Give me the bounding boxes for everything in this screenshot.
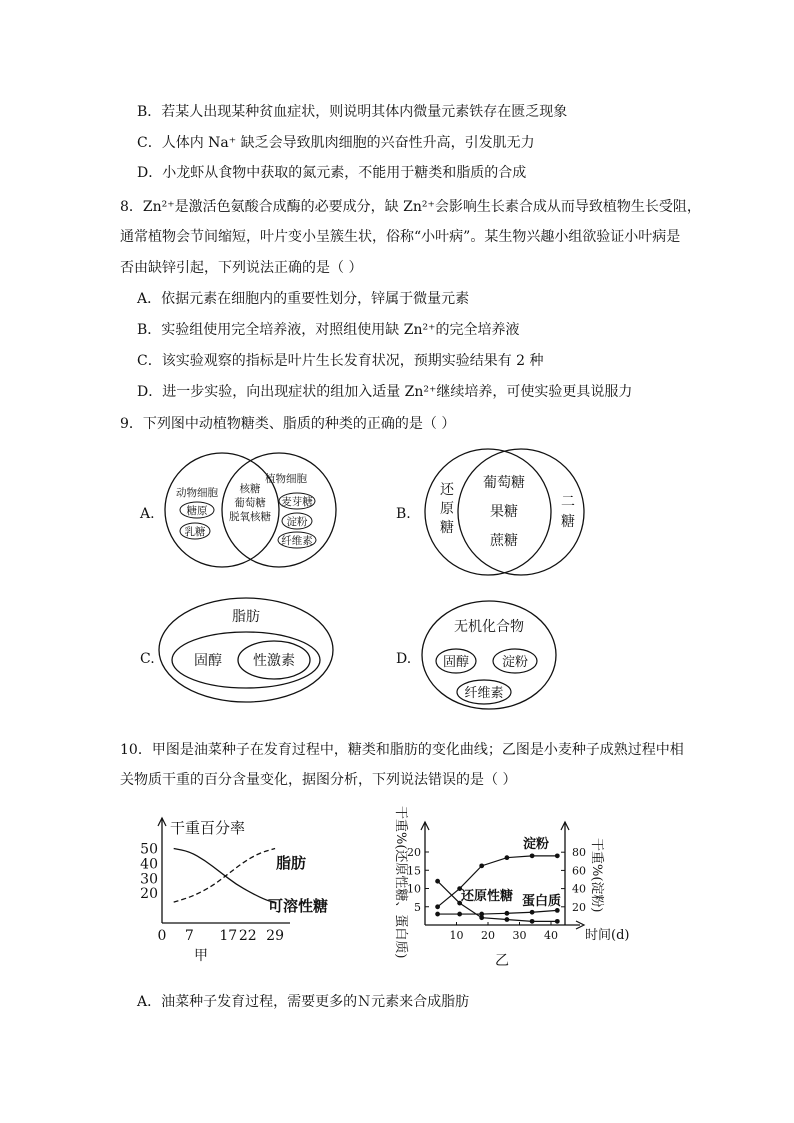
- q7-option-c: C．人体内 Na⁺ 缺乏会导致肌肉细胞的兴奋性升高，引发肌无力: [137, 135, 535, 151]
- series-line-2: [438, 910, 558, 914]
- option-b-label: B.: [396, 506, 411, 522]
- y-right-axis-title: 干重%(淀粉): [589, 838, 604, 913]
- y-left-tick-label: 5: [414, 900, 421, 914]
- q8-option-d: D．进一步实验，向出现症状的组加入适量 Zn²⁺继续培养，可使实验更具说服力: [137, 384, 633, 400]
- series-label: 蛋白质: [522, 894, 562, 909]
- x-tick-label: 29: [266, 928, 285, 944]
- x-tick-label: 17: [219, 928, 238, 944]
- x-tick-label: 7: [184, 928, 194, 944]
- series-label: 可溶性糖: [268, 897, 329, 915]
- y-tick-label: 20: [140, 886, 158, 903]
- q9-stem: 9．下列图中动植物糖类、脂质的种类的正确的是（ ）: [120, 416, 456, 432]
- option-d-label: D.: [396, 651, 412, 667]
- data-point: [530, 853, 535, 858]
- q10-stem-line1: 10．甲图是油菜种子在发育过程中，糖类和脂肪的变化曲线；乙图是小麦种子成熟过程中相: [120, 742, 684, 758]
- fructose-label: 果糖: [490, 504, 518, 520]
- glucose-label: 葡萄糖: [234, 497, 266, 509]
- data-point: [505, 917, 510, 922]
- glucose-b-label: 葡萄糖: [483, 475, 525, 491]
- x-tick-label: 30: [512, 929, 527, 942]
- x-tick-label: 22: [238, 928, 257, 944]
- option-a-label: A.: [140, 506, 155, 522]
- disaccharide-char2: 糖: [561, 514, 575, 530]
- y-right-tick-label: 40: [572, 882, 586, 896]
- deoxyribose-label: 脱氧核糖: [229, 511, 271, 523]
- series-label: 还原性糖: [461, 889, 514, 904]
- y-left-tick-label: 20: [407, 846, 421, 859]
- data-point: [530, 910, 535, 915]
- data-point: [457, 912, 462, 917]
- chart-caption: 甲: [194, 948, 208, 964]
- y-tick-label: 50: [140, 841, 158, 858]
- sterol-d-label: 固醇: [442, 655, 470, 670]
- data-point: [435, 904, 440, 909]
- x-axis-title: 时间(d): [585, 928, 630, 943]
- inorganic-label: 无机化合物: [454, 619, 524, 635]
- lactose-label: 乳糖: [184, 526, 206, 538]
- reducing-sugar-char1: 还: [440, 482, 454, 498]
- data-point: [435, 912, 440, 917]
- data-point: [555, 919, 560, 924]
- q7-option-b: B．若某人出现某种贫血症状，则说明其体内微量元素铁存在匮乏现象: [137, 104, 568, 120]
- q8-option-a: A．依据元素在细胞内的重要性划分，锌属于微量元素: [137, 291, 470, 307]
- cellulose-d-label: 纤维素: [464, 686, 504, 701]
- lipid-label: 脂肪: [232, 609, 260, 625]
- y-right-tick-label: 80: [572, 846, 586, 860]
- ribose-label: 核糖: [239, 483, 261, 495]
- starch-d-label: 淀粉: [501, 655, 529, 670]
- y-tick-label: 40: [140, 856, 158, 873]
- q8-option-c: C．该实验观察的指标是叶片生长发育状况，预期实验结果有 2 种: [137, 353, 544, 369]
- y-axis-title: 干重百分率: [170, 819, 246, 837]
- cellulose-label: 纤维素: [281, 535, 313, 547]
- series-label: 淀粉: [523, 837, 550, 852]
- x-tick-label: 10: [449, 929, 464, 942]
- sucrose-label: 蔗糖: [490, 533, 518, 549]
- data-point: [479, 912, 484, 917]
- q8-stem-line1: 8．Zn²⁺是激活色氨酸合成酶的必要成分，缺 Zn²⁺会影响生长素合成从而导致植物生长受阻，: [120, 199, 701, 215]
- y-left-axis-title: 干重%(还原性糖、蛋白质): [393, 806, 408, 959]
- q10-stem-line2: 关物质干重的百分含量变化，据图分析，下列说法错误的是（ ）: [120, 772, 517, 788]
- x-tick-label: 20: [481, 929, 495, 942]
- y-right-tick-label: 60: [572, 864, 586, 878]
- reducing-sugar-char2: 原: [440, 501, 454, 517]
- chart-caption: 乙: [495, 953, 509, 969]
- maltose-label: 麦芽糖: [281, 496, 313, 508]
- q7-option-d: D．小龙虾从食物中获取的氮元素，不能用于糖类和脂质的合成: [137, 165, 527, 181]
- glycogen-label: 糖原: [186, 505, 208, 517]
- plant-cell-title: 植物细胞: [265, 473, 307, 485]
- disaccharide-char1: 二: [561, 494, 575, 510]
- data-point: [505, 911, 510, 916]
- data-point: [435, 879, 440, 884]
- y-tick-label: 30: [140, 871, 158, 888]
- starch-label: 淀粉: [286, 516, 308, 528]
- reducing-sugar-char3: 糖: [440, 520, 454, 536]
- q10-option-a: A．油菜种子发育过程，需要更多的Ｎ元素来合成脂肪: [137, 994, 470, 1010]
- q8-stem-line3: 否由缺锌引起，下列说法正确的是（ ）: [120, 260, 363, 276]
- sex-hormone-label: 性激素: [253, 653, 295, 669]
- animal-cell-title: 动物细胞: [176, 487, 218, 499]
- x-tick-label: 0: [157, 928, 167, 944]
- y-right-tick-label: 20: [572, 900, 586, 914]
- data-point: [479, 863, 484, 868]
- data-point: [555, 853, 560, 858]
- data-point: [505, 855, 510, 860]
- data-point: [530, 919, 535, 924]
- option-c-label: C.: [140, 651, 155, 667]
- x-tick-label: 40: [544, 929, 558, 942]
- sterol-label: 固醇: [194, 653, 222, 669]
- series-label: 脂肪: [276, 854, 307, 872]
- y-left-tick-label: 15: [407, 864, 421, 878]
- q8-option-b: B．实验组使用完全培养液，对照组使用缺 Zn²⁺的完全培养液: [137, 322, 520, 338]
- y-left-tick-label: 10: [407, 882, 421, 896]
- q8-stem-line2: 通常植物会节间缩短，叶片变小呈簇生状，俗称“小叶病”。某生物兴趣小组欲验证小叶病是: [120, 229, 681, 245]
